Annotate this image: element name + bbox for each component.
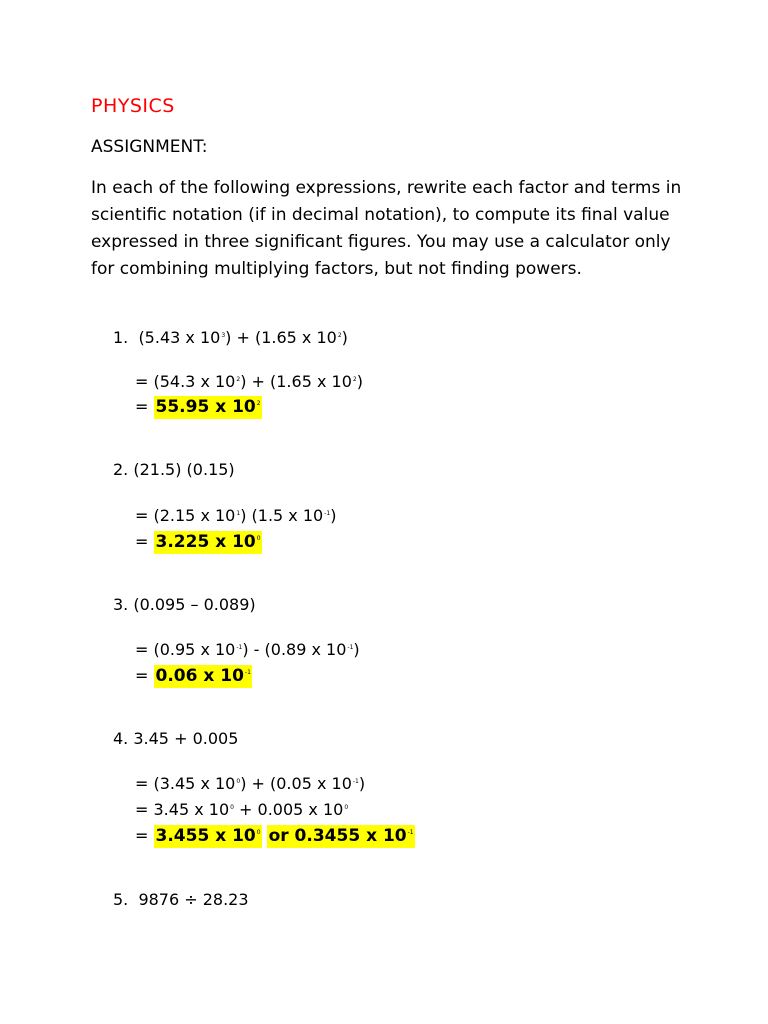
problem-1-question: 1. (5.43 x $10^3) + (1.65$ x $10^2$) [113, 328, 348, 347]
highlighted-answer: 0.06 x $10^{-1}$ [155, 666, 251, 686]
problem-2-answer: = 3.225 x $10^0$ [135, 532, 261, 552]
highlighted-answer: 3.225 x $10^0$ [155, 532, 261, 552]
problem-5-question: 5. 9876 ÷ 28.23 [113, 890, 249, 909]
problem-number: 4. [113, 729, 129, 748]
highlighted-answer: 3.455 x $10^0$ [155, 826, 261, 846]
problem-number: 3. [113, 595, 129, 614]
problem-1-step-1: = (54.3 x $10^2) + (1.65$ x $10^2$) [135, 372, 363, 391]
problem-number: 5. [113, 890, 129, 909]
instructions-paragraph: In each of the following expressions, rewrite each factor and terms in scientific notation (if in decimal notation), to compute its final value expressed in three significant figures. You may use a calculator only for combining multiplying factors, but not finding powers. [91, 178, 682, 279]
problem-3-step-1: = (0.95 x $10^{-1}) - (0.89$ x $10^{-1}$) [135, 640, 360, 659]
problem-number: 2. [113, 460, 129, 479]
subject-title: PHYSICS [91, 95, 175, 117]
problem-4-question: 4. 3.45 + 0.005 [113, 729, 239, 748]
problem-2-question: 2. (21.5) (0.15) [113, 460, 235, 479]
problem-3-question: 3. (0.095 – 0.089) [113, 595, 256, 614]
problem-3-answer: = 0.06 x $10^{-1}$ [135, 666, 251, 686]
highlighted-answer-alt: or 0.3455 x $10^{-1}$ [268, 826, 414, 846]
highlighted-answer: 55.95 x $10^2$ [155, 397, 261, 417]
assignment-label: ASSIGNMENT: [91, 137, 208, 157]
problem-1-answer: = 55.95 x $10^2$ [135, 397, 261, 417]
problem-4-answer: = 3.455 x $10^0$ or 0.3455 x $10^{-1}$ [135, 826, 414, 846]
problem-2-step-1: = (2.15 x $10^1$) (1.5 x $10^{-1}$) [135, 506, 337, 525]
problem-4-step-1: = (3.45 x $10^0) + (0.05$ x $10^{-1}$) [135, 774, 366, 793]
problem-4-step-2: = 3.45 x $10^0 + 0.005$ x $10^0$ [135, 800, 349, 819]
problem-number: 1. [113, 328, 129, 347]
